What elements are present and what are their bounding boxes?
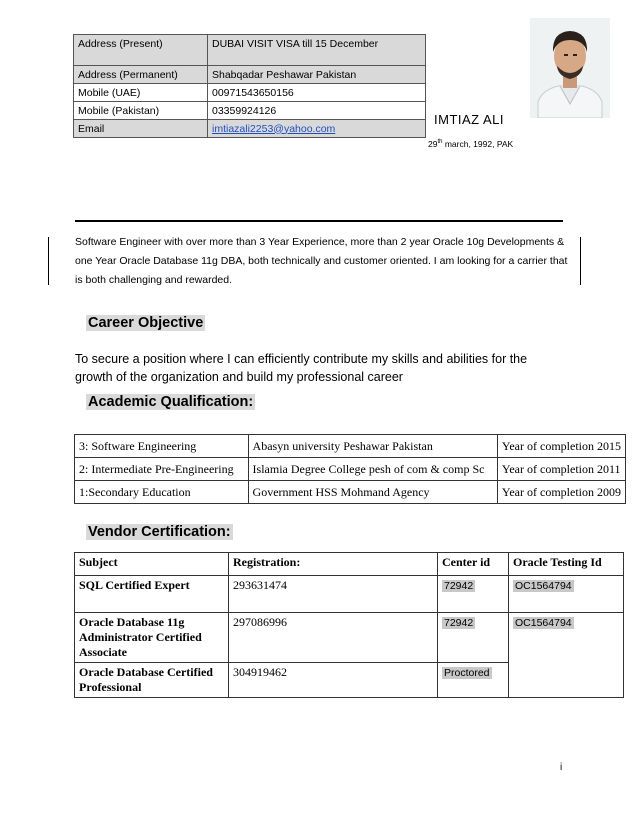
oracle-id-value: OC1564794: [515, 617, 572, 629]
degree-cell: 1:Secondary Education: [75, 481, 249, 504]
table-row: [75, 613, 624, 663]
degree-cell: 3: Software Engineering: [75, 435, 249, 458]
left-margin-bar: [48, 237, 49, 285]
oracle-id-value: OC1564794: [515, 580, 572, 592]
registration-cell: 297086996: [229, 613, 438, 663]
header-oracle-testing-id: Oracle Testing Id: [509, 553, 624, 576]
right-margin-bar: [580, 237, 581, 285]
contact-row-mobile-uae: [74, 84, 426, 102]
contact-row-email: [74, 120, 426, 138]
institute-cell: Government HSS Mohmand Agency: [248, 481, 497, 504]
page-number: i: [560, 762, 563, 773]
center-id-value: 72942: [444, 617, 474, 629]
registration-cell: 293631474: [229, 576, 438, 613]
academic-table: [74, 434, 626, 504]
header-center-id: Center id: [438, 553, 509, 576]
career-objective-heading: Career Objective: [88, 315, 204, 331]
year-cell: Year of completion 2009: [497, 481, 625, 504]
contact-value: DUBAI VISIT VISA till 15 December: [208, 35, 426, 66]
profile-summary: Software Engineer with over more than 3 Year Experience, more than 2 year Oracle 10g Developments & one Year Oracle Database 11g DBA, both technically and customer oriented. I am looking for a carrier that is both challenging and rewarded.: [75, 236, 568, 286]
date-of-birth: [428, 139, 513, 149]
year-cell: Year of completion 2011: [497, 458, 625, 481]
contact-label: Email: [74, 120, 208, 138]
contact-label: Address (Permanent): [74, 66, 208, 84]
year-cell: Year of completion 2015: [497, 435, 625, 458]
center-id-value: Proctored: [444, 667, 490, 679]
oracle-cell: [509, 576, 624, 613]
contact-table: [73, 34, 426, 138]
profile-photo: [530, 18, 610, 118]
subject-cell: SQL Certified Expert: [75, 576, 229, 613]
vendor-certification-heading: Vendor Certification:: [88, 524, 231, 540]
person-portrait-icon: [530, 18, 610, 118]
degree-cell: 2: Intermediate Pre-Engineering: [75, 458, 249, 481]
table-header-row: [75, 553, 624, 576]
contact-label: Mobile (Pakistan): [74, 102, 208, 120]
contact-value: 00971543650156: [208, 84, 426, 102]
registration-cell: 304919462: [229, 663, 438, 698]
contact-value: 03359924126: [208, 102, 426, 120]
dob-day: 29: [428, 139, 438, 149]
oracle-cell: [509, 613, 624, 698]
email-link[interactable]: imtiazali2253@yahoo.com: [212, 122, 336, 135]
header-registration: Registration:: [229, 553, 438, 576]
contact-row-address-permanent: [74, 66, 426, 84]
table-row: [75, 435, 626, 458]
dob-rest: march, 1992, PAK: [442, 139, 514, 149]
dob-suffix: th: [437, 139, 443, 146]
contact-value: Shabqadar Peshawar Pakistan: [208, 66, 426, 84]
contact-row-mobile-pakistan: [74, 102, 426, 120]
subject-cell: Oracle Database 11g Administrator Certified Associate: [75, 613, 229, 663]
contact-value: [208, 120, 426, 138]
contact-row-address-present: [74, 35, 426, 66]
table-row: [75, 481, 626, 504]
center-cell: [438, 613, 509, 663]
horizontal-divider: [75, 220, 563, 222]
institute-cell: Abasyn university Peshawar Pakistan: [248, 435, 497, 458]
career-objective-text: To secure a position where I can efficiently contribute my skills and abilities for the growth of the organization and build my professional career: [75, 352, 528, 384]
institute-cell: Islamia Degree College pesh of com & comp Sc: [248, 458, 497, 481]
academic-qualification-heading: Academic Qualification:: [88, 394, 254, 410]
subject-cell: Oracle Database Certified Professional: [75, 663, 229, 698]
contact-label: Address (Present): [74, 35, 208, 66]
center-cell: [438, 663, 509, 698]
contact-label: Mobile (UAE): [74, 84, 208, 102]
center-cell: [438, 576, 509, 613]
header-subject: Subject: [75, 553, 229, 576]
candidate-name: IMTIAZ ALI: [434, 112, 505, 127]
center-id-value: 72942: [444, 580, 474, 592]
certification-table: [74, 552, 624, 698]
table-row: [75, 576, 624, 613]
table-row: [75, 458, 626, 481]
